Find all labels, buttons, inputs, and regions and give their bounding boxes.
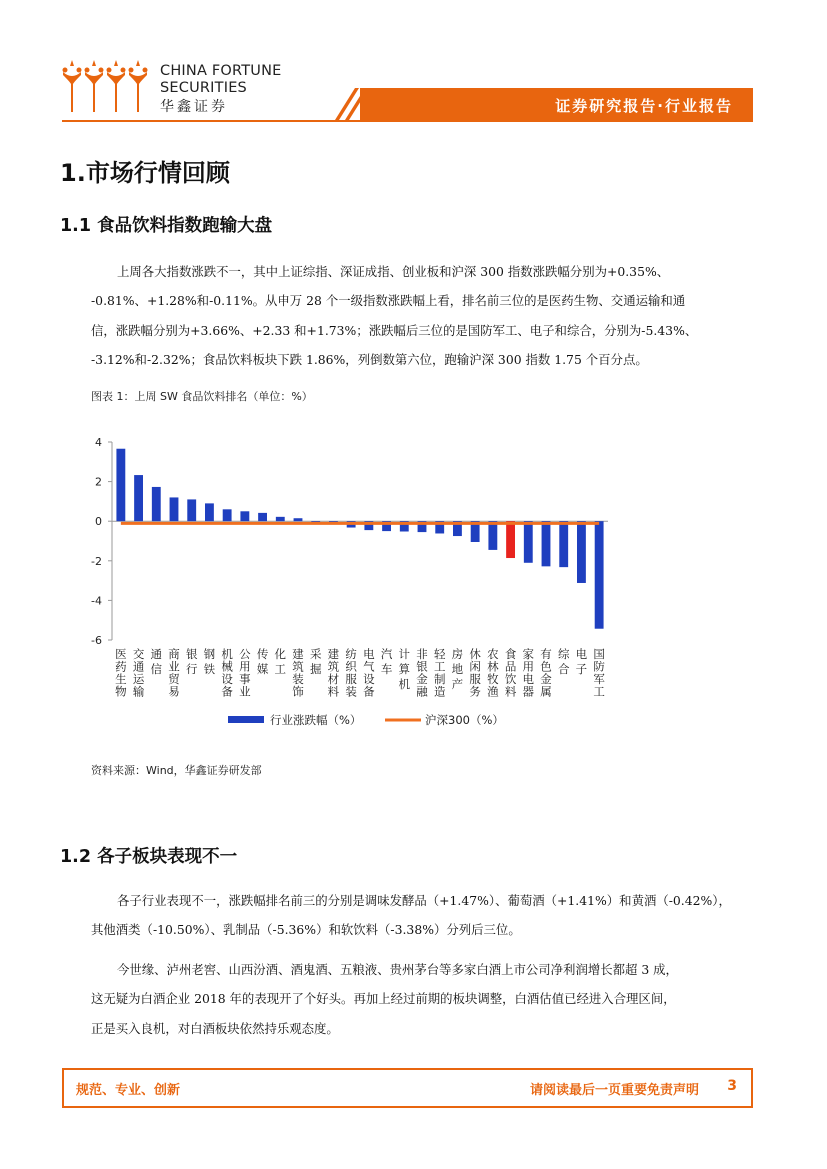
bar-公用事业 [240,511,249,521]
paragraph-line: 正是买入良机，对白酒板块依然持乐观态度。 [91,1020,339,1036]
bar-建筑装饰 [294,518,303,521]
category-label-char: 农 [487,647,499,661]
category-label-char: 牧 [487,672,499,686]
category-label-char: 合 [557,662,570,676]
category-label-char: 用 [239,659,251,674]
category-label-char: 工 [593,684,605,699]
category-label-char: 地 [451,662,464,676]
category-label-char: 电 [522,672,535,686]
paragraph-line: -0.81%、+1.28%和-0.11%。从申万 28 个一级指数涨跌幅上看，排名前三位的是医药生物、交通运输和通 [91,293,686,309]
category-label-char: 属 [540,684,552,699]
category-label-char: 电 [575,647,588,661]
category-label-char: 非 [416,647,428,661]
category-label-char: 用 [522,659,535,674]
category-label-char: 服 [469,672,481,686]
category-label-char: 算 [398,662,411,676]
category-label-char: 备 [363,684,375,699]
bar-化工 [276,517,285,521]
category-label-char: 运 [132,672,145,686]
category-label-char: 业 [239,684,251,699]
category-label-char: 渔 [487,684,499,699]
category-label-char: 信 [150,662,163,676]
category-label-char: 掘 [309,662,322,676]
bar-商业贸易 [170,497,179,521]
bar-机械设备 [223,509,232,521]
category-label-char: 机 [221,647,233,661]
category-label-char: 筑 [327,659,340,674]
category-label-char: 子 [575,662,588,676]
page-footer [62,1068,753,1108]
category-label-char: 输 [132,684,145,699]
category-label-char: 服 [345,672,357,686]
category-label-char: 银 [185,647,198,661]
bar-食品饮料 [506,521,515,558]
category-label-char: 通 [132,659,145,674]
category-label-char: 金 [540,672,552,686]
category-label-char: 事 [239,672,251,686]
paragraph-line: 各子行业表现不一，涨跌幅排名前三的分别是调味发酵品（+1.47%）、葡萄酒（+1.41%）和黄酒（-0.42%）， [117,893,731,908]
industry-ranking-chart [80,430,620,735]
category-label-char: 家 [522,647,535,661]
y-tick-label: -6 [91,634,102,647]
company-logo-icon [58,58,150,118]
category-label-char: 设 [363,672,375,686]
footer-slogan: 规范、专业、创新 [76,1083,181,1098]
subsection-1-2-title: 1.2 各子板块表现不一 [60,847,238,867]
category-label-char: 防 [593,659,605,674]
category-label-char: 纺 [345,647,357,661]
category-label-char: 械 [221,659,233,674]
category-label-char: 装 [292,672,304,686]
category-label-char: 气 [363,659,375,674]
subsection-1-2-paragraph-2 [91,955,757,1043]
category-label-char: 制 [433,672,446,686]
category-label-char: 器 [522,684,535,699]
category-label-char: 融 [416,684,428,699]
category-label-char: 有 [540,647,552,661]
category-label-char: 药 [115,659,127,674]
figure-caption: 图表 1：上周 SW 食品饮料排名（单位：%） [91,390,313,403]
category-label-char: 机 [398,677,411,691]
bar-交通运输 [134,475,143,521]
company-name-en-line2: SECURITIES [160,80,247,96]
subsection-1-1-paragraph [91,257,757,375]
category-label-char: 林 [487,659,499,674]
category-label-char: 工 [433,659,446,674]
bar-钢铁 [205,503,214,521]
category-label-char: 食 [504,647,517,661]
category-label-char: 房 [451,647,464,661]
legend-label-industry: 行业涨跌幅（%） [270,713,362,727]
category-label-char: 备 [221,684,233,699]
bar-电子 [577,521,586,583]
category-label-char: 建 [292,647,304,661]
bar-农林牧渔 [488,521,497,550]
bar-银行 [187,499,196,521]
paragraph-line: 其他酒类（-10.50%）、乳制品（-5.36%）和软饮料（-3.38%）分列后三位。 [91,922,521,938]
paragraph-line: 上周各大指数涨跌不一，其中上证综指、深证成指、创业板和沪深 300 指数涨跌幅分别为+0.35%、 [117,264,670,279]
category-label-char: 医 [115,647,127,661]
category-label-char: 钢 [203,647,216,661]
category-label-char: 色 [540,659,552,674]
report-type-banner [360,88,753,120]
category-label-char: 军 [593,672,605,686]
report-type-text: 证券研究报告·行业报告 [555,97,733,115]
category-label-char: 饮 [504,672,517,686]
y-tick-label: 4 [95,436,102,449]
category-label-char: 品 [504,659,517,674]
figure-source: 资料来源：Wind，华鑫证券研发部 [91,764,262,777]
category-label-char: 轻 [433,647,446,661]
category-label-char: 计 [398,647,411,661]
subsection-1-2-paragraph-1 [91,886,757,945]
category-label-char: 造 [433,684,446,699]
category-label-char: 筑 [292,659,304,674]
bar-国防军工 [595,521,604,629]
bar-家用电器 [524,521,533,563]
legend-label-hs300: 沪深300（%） [425,713,504,727]
paragraph-line: 这无疑为白酒企业 2018 年的表现开了个好头。再加上经过前期的板块调整，白酒估值已经进入合理区间， [91,991,676,1007]
category-label-char: 业 [168,659,180,674]
category-label-char: 行 [185,662,198,676]
y-tick-label: 0 [95,515,102,529]
category-label-char: 工 [274,662,287,676]
category-label-char: 务 [469,684,481,699]
category-label-char: 国 [593,647,605,661]
bar-有色金属 [542,521,551,566]
category-label-char: 综 [557,647,570,661]
legend-swatch-industry [228,716,264,723]
y-tick-label: -4 [91,594,102,608]
category-label-char: 传 [256,647,269,661]
category-label-char: 媒 [256,662,269,676]
category-label-char: 银 [416,659,428,674]
category-label-char: 设 [221,672,233,686]
subsection-1-1-title: 1.1 食品饮料指数跑输大盘 [60,216,273,236]
category-label-char: 饰 [292,684,304,699]
category-label-char: 休 [469,647,481,661]
footer-disclaimer-link[interactable]: 请阅读最后一页重要免责声明 [529,1083,699,1098]
bar-医药生物 [116,449,125,521]
bar-通信 [152,487,161,521]
company-name-cn: 华鑫证券 [160,99,228,115]
category-label-char: 贸 [168,672,180,686]
category-label-char: 料 [504,684,517,699]
category-label-char: 易 [168,684,180,699]
category-label-char: 化 [274,647,287,661]
bar-综合 [559,521,568,567]
section-title: 1.市场行情回顾 [60,159,230,187]
category-label-char: 料 [327,684,340,699]
category-label-char: 产 [451,677,464,691]
paragraph-line: 今世缘、泸州老窖、山西汾酒、酒鬼酒、五粮液、贵州茅台等多家白酒上市公司净利润增长都超 3 成， [117,962,678,977]
category-label-char: 汽 [380,647,393,661]
category-label-char: 商 [168,647,180,661]
paragraph-line: 信，涨跌幅分别为+3.66%、+2.33 和+1.73%；涨跌幅后三位的是国防军工、电子和综合，分别为-5.43%、 [91,322,698,338]
category-label-char: 闲 [469,659,481,674]
category-label-char: 通 [150,647,163,661]
header-divider [62,120,753,122]
category-label-char: 物 [115,684,127,699]
paragraph-line: -3.12%和-2.32%；食品饮料板块下跌 1.86%，列倒数第六位，跑输沪深 300 指数 1.75 个百分点。 [91,352,648,368]
category-label-char: 采 [309,647,322,661]
category-label-char: 车 [380,662,393,676]
category-label-char: 生 [115,672,127,686]
category-label-char: 建 [327,647,340,661]
company-name-en-line1: CHINA FORTUNE [160,63,282,79]
category-label-char: 金 [416,672,428,686]
y-tick-label: 2 [95,475,102,489]
category-label-char: 材 [327,672,340,686]
bar-传媒 [258,513,267,521]
y-tick-label: -2 [91,554,102,568]
category-label-char: 交 [132,647,145,661]
category-label-char: 公 [239,647,251,661]
page-number: 3 [727,1078,737,1094]
category-label-char: 织 [345,659,357,674]
category-label-char: 电 [363,647,375,661]
category-label-char: 铁 [203,662,216,676]
category-label-char: 装 [345,684,357,699]
